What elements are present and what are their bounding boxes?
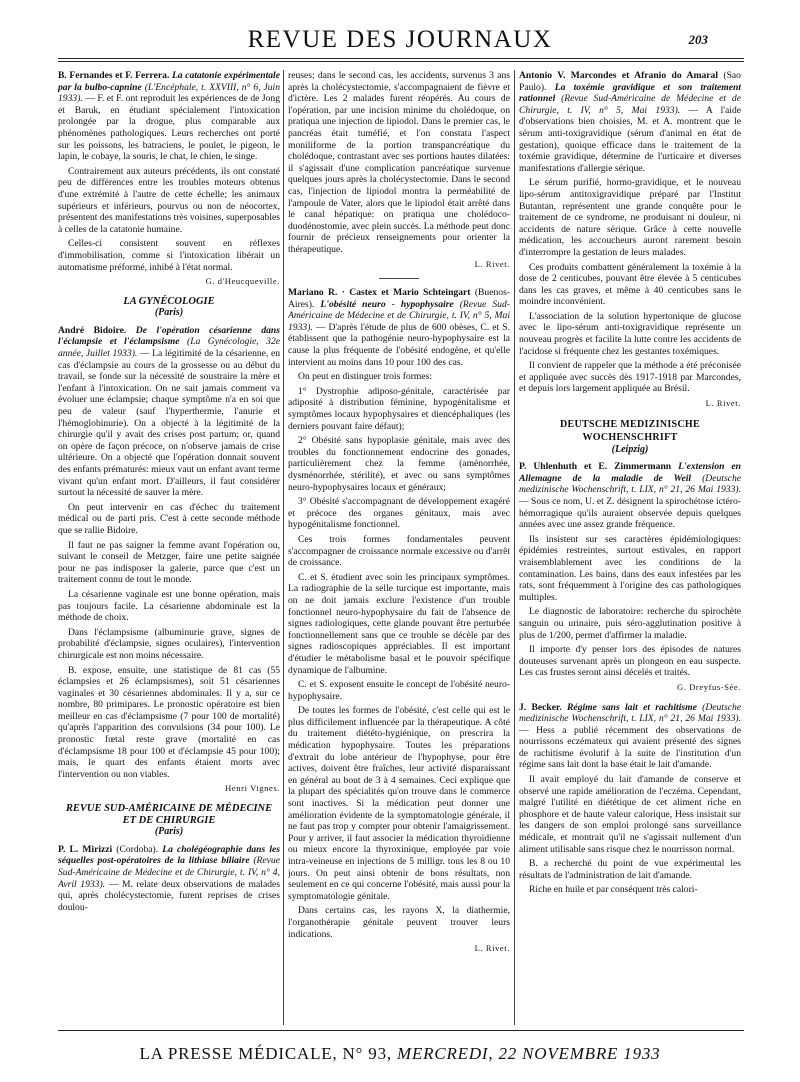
footer-rule — [58, 1030, 744, 1031]
article-paragraph: Dans l'éclampsisme (albuminurie grave, signes de probabilité d'éclampsie, signes oculaires), l'intervention chirurgicale est non moins nécessaire. — [58, 626, 280, 661]
article-author-city: (Sao Paulo). — [519, 70, 741, 93]
article-author: Antonio V. Marcondes et Afranio do Amaral — [519, 70, 718, 81]
article-text: — Sous ce nom, U. et Z. désignent la spirochétose ictéro-hémorragique qu'ils auraient observée depuis quelques années avec une assez grande fréquence. — [519, 496, 741, 531]
article-source: (Revue Sud-Américaine de Médecine et de Chirurgie, t. IV, n° 5, Mai 1933). — [519, 93, 741, 116]
column-left — [58, 70, 280, 1020]
article-author: J. Becker. — [519, 701, 562, 713]
article-paragraph — [58, 325, 280, 499]
article-author: P. Uhlenhuth et E. Zimmermann — [519, 461, 672, 473]
footer-journal: LA PRESSE MÉDICALE, — [139, 1044, 338, 1063]
article-signature: G. Dreyfus-Sée. — [677, 681, 741, 692]
article-paragraph — [519, 702, 741, 772]
article-text: — M. relate deux observations de malades qui, après cholécystectomie, furent reprises de crises doulou- — [58, 878, 280, 913]
article-paragraph: On peut en distinguer trois formes: — [298, 371, 433, 383]
article-paragraph: C. et S. étudient avec soin les principaux symptômes. La radiographie de la selle turcique est importante, mais on ne doit jamais exclure l'existence d'un trouble fonctionnel neuro-hypophysaire du fait de l'absence de signes radiologiques, cette glande pouvant être perturbée fonctionnellement sans que ce trouble se décèle par des signes radioscopiques appréciables. Il est important d'étudier le métabolisme basal et le pouvoir spécifique dynamique de l'albumine. — [288, 571, 510, 676]
header-rule-thin — [58, 61, 744, 62]
article-title: L'obésité neuro - hypophysaire — [320, 298, 454, 310]
article-paragraph: On peut intervenir en cas d'échec du traitement médical ou de parti pris. C'est à cette seconde méthode que se rallie Bidoire. — [58, 501, 280, 536]
article-source: (L'Encéphale, t. XXVIII, n° 6, Juin 1933). — [58, 81, 280, 105]
article-paragraph: Ils insistent sur ses caractères épidémiologiques: épidémies restreintes, surtout estivales, en rapport vraisemblablement avec les conditions de la contamination. Les bains, dans des eaux infestées par les rats, sont fréquemment à l'origine des cas pathologiques multiples. — [519, 533, 741, 603]
article-paragraph: Contrairement aux auteurs précédents, ils ont constaté peu de différences entre les troubles moteurs obtenus d'une extrémité à l'autre de cette échelle; les animaux supérieurs et inférieurs, pourvus ou non de néocortex, présentent des manifestations très voisines, superposables à celles de la catatonie humaine. — [58, 165, 280, 235]
section-heading: REVUE SUD-AMÉRICAINE DE MÉDECINE ET DE CHIRURGIE — [65, 803, 273, 826]
article-source: (Deutsche medizinische Wochenschrift, t. LIX, n° 21, 26 Mai 1933). — [519, 701, 741, 725]
article-text: — D'après l'étude de plus de 600 obèses, C. et S. établissent que la pathogénie neuro-hypophysaire est la cause la plus fréquente de l'obésité endogène, et qu'elle intervient au moins dans 10 pour 100 des cas. — [288, 321, 510, 368]
article-paragraph: 2° Obésité sans hypoplasie génitale, mais avec des troubles du fonctionnement endocrine des gonades, particulièrement chez la femme (aménorrhée, dysménorrhée, stérilité), et avec ou sans symptômes neuro-hypophysaires locaux et généraux; — [288, 435, 510, 493]
article-title: Régime sans lait et rachitisme — [567, 701, 697, 713]
article-paragraph: reuses; dans le second cas, les accidents, survenus 3 ans après la cholécystectomie, s'accompagnaient de fièvre et d'ictère. Les 2 malades furent réopérés. Au cours de l'opération, par une incision minime du cholédoque, on pratiqua une injection de lipiodol. Dans le premier cas, le pancréas était tuméfié, et l'on constata l'aspect moniliforme de la portion transpancréatique du cholédoque, contrastant avec ses portions hautes dilatées: il s'agissait d'une complication pancréatique survenue quelques jours après la cholécystectomie. Dans le second cas, l'injection de lipiodol montra la perméabilité de l'ampoule de Vater, alors que le lipiodol était arrêté dans le canal hépatique: on pratiqua une cholédoco-duodénostomie, avec plein succès. La méthode peut donc fournir de précieux renseignements pour orienter la thérapeutique. — [288, 70, 510, 255]
article-text: — F. et F. ont reproduit les expériences de de Jong et Baruk, en étudiant spécialement l'intoxication prolongée par la drogue, plus comparable aux phénomènes pathologiques. Leurs recherches ont porté sur les poissons, les batraciens, le poulet, le pigeon, le lapin, le cobaye, la souris, le chat, le chien, le singe. — [58, 93, 280, 163]
article-paragraph: L'association de la solution hypertonique de glucose avec le lipo-sérum anti-toxigravidique représente un nouveau progrès et facilite la lutte contre les accidents de l'acidose si fréquente chez les gestantes toxémiques. — [519, 310, 741, 357]
article-signature: Henri Vignes. — [225, 783, 280, 794]
article-paragraph: Riche en huile et par conséquent très calori- — [529, 884, 698, 896]
article-paragraph — [58, 844, 280, 914]
article-paragraph — [58, 70, 280, 163]
article-paragraph — [519, 461, 741, 531]
section-city: (Paris) — [154, 307, 184, 319]
footer-issue-number: N° 93, — [342, 1044, 392, 1063]
article-paragraph: Le diagnostic de laboratoire: recherche du spirochète sanguin ou urinaire, puis séro-agglutination positive à plus de 1/200, permet d'affirmer la maladie. — [519, 606, 741, 641]
article-title: L'extension en Allemagne de la maladie de Weil — [519, 461, 741, 484]
article-paragraph: Dans certains cas, les rayons X, la diathermie, l'organothérapie génitale peuvent trouver leurs indications. — [288, 905, 510, 940]
article-text: — Hess a publié récemment des observations de nourrissons eczémateux qui avaient présenté des signes de rachitisme évolutif à la suite de l'institution d'un régime sans lait dont la base était le lait d'amande. — [519, 724, 741, 771]
article-paragraph: Il importe d'y penser lors des épisodes de natures douteuses survenant après un plongeon en eau suspecte. Les cas frustes seront ainsi décelés et traités. — [519, 644, 741, 679]
article-title: La cholégéographie dans les séquelles post-opératoires de la lithiase biliaire — [58, 843, 280, 867]
article-paragraph: Il convient de rappeler que la méthode a été préconisée et appliquée avec succès dès 1917-1918 par Marcondes, et depuis lors largement appliquée au Brésil. — [519, 360, 741, 395]
article-signature: L. Rivet. — [705, 398, 741, 409]
article-signature: G. d'Heucqueville. — [205, 276, 280, 287]
header-rule — [58, 58, 744, 59]
article-paragraph: 1° Dystrophie adiposo-génitale, caractérisée par adiposité à distribution féminine, hypogénitalisme et symptômes locaux hypophysaires et diencéphaliques (les derniers pouvant faire défaut); — [288, 385, 510, 432]
article-source: (La Gynécologie, 32e année, Juillet 1933). — [58, 336, 280, 360]
article-separator — [379, 278, 419, 279]
article-text: — A l'aide d'observations bien choisies, M. et A. montrent que le sérum anti-toxigravidique (sérum d'animal en état de gestation), quoique efficace dans le traitement de la toxémie gravidique, détermine de l'urticaire et diverses manifestations d'allergie sérique. — [519, 104, 741, 174]
article-source: (Revue Sud-Américaine de Médecine et de Chirurgie, t. IV, n° 4, Avril 1933). — [58, 855, 280, 890]
column-divider — [283, 70, 284, 1025]
article-paragraph: La césarienne vaginale est une bonne opération, mais pas toujours facile. La césarienne abdominale est la méthode de choix. — [58, 588, 280, 624]
section-city: (Paris) — [154, 826, 184, 838]
article-title: De l'opération césarienne dans l'éclampsie et l'éclampsisme — [58, 324, 280, 348]
article-source: (Revue Sud-Américaine de Médecine et de Chirurgie, t. IV, n° 5, Mai 1933). — [288, 298, 510, 333]
footer-date: MERCREDI, 22 NOVEMBRE 1933 — [397, 1044, 661, 1063]
article-source: (Deutsche medizinische Wochenschrift, t. LIX, n° 21, 26 Mai 1933). — [519, 472, 741, 496]
column-right — [519, 70, 741, 1020]
article-author: B. Fernandes et F. Ferrera. — [58, 70, 170, 81]
article-paragraph: Le sérum purifié, hormo-gravidique, et le nouveau lipo-sérum antitoxigravidique préparé par l'Institut Butantan, représentent une grande conquête pour le traitement de ce syndrome, ne produisant ni douleur, ni accidents de nature sérique. Grâce à cette nouvelle médication, les accoucheurs auront rarement besoin d'interrompre la gestation de leurs malades. — [519, 177, 741, 258]
article-title: La catatonie expérimentale par la bulbo-capnine — [58, 70, 280, 93]
article-paragraph: 3° Obésité s'accompagnant de développement exagéré et précoce des organes génitaux, mais avec hypogénitalisme fonctionnel. — [288, 496, 510, 531]
article-paragraph: B. a recherché du point de vue expérimental les résultats de l'administration de lait d'amande. — [519, 858, 741, 881]
article-author: P. L. Mirizzi — [58, 843, 113, 855]
article-paragraph: B. expose, ensuite, une statistique de 81 cas (55 éclampsies et 26 éclampsismes), soit 51 césariennes vaginales et 30 césariennes abdominales. Il y a, sur ce nombre, 80 primipares. Le pronostic opératoire est bien meilleur en cas d'éclampsisme (7 pour 100 de mortalité) qu'après l'apparition des convulsions (34 pour 100). Le pronostic fœtal reste grave (mortalité en cas d'éclampsisme 18 pour 100 et d'éclampsie 45 pour 100); mais, le quart des enfants étaient morts avec l'intervention ou non viables. — [58, 664, 280, 780]
section-heading: LA GYNÉCOLOGIE — [123, 295, 215, 307]
article-author-city: (Cordoba). — [116, 843, 159, 855]
section-heading: DEUTSCHE MEDIZINISCHE WOCHENSCHRIFT — [560, 418, 700, 443]
running-header-title: REVUE DES JOURNAUX — [247, 26, 553, 53]
article-paragraph: Celles-ci consistent souvent en réflexes d'immobilisation, comme si l'intoxication libérait un automatisme préformé, inhibé à l'état normal. — [58, 238, 280, 273]
article-paragraph: De toutes les formes de l'obésité, c'est celle qui est le plus difficilement influencée par la thérapeutique. A côté du traitement diététo-hygiénique, on prescrira la médication hypophysaire. Toutes les préparations d'extrait du lobe antérieur de l'hypophyse, pour être actives, doivent être fraîches, leur activité disparaissant en général au bout de 3 à 4 semaines. Ceci explique que la plupart des spécialités qu'on trouve dans le commerce sont inactives. Si la médication peut donner une amélioration évidente de la symptomatologie générale, il ne faut pas trop y compter pour obtenir l'amaigrissement. Pour y arriver, il faut associer la médication thyroïdienne ou mieux encore la thyroxinique, employée par voie intra-veineuse en injections de 5 milligr. tous les 8 ou 10 jours. On peut ainsi obtenir de bons résultats, non seulement en ce qui concerne l'obésité, mais aussi pour la symptomatologie génitale. — [288, 705, 510, 902]
article-paragraph: Il avait employé du lait d'amande de conserve et observé une rapide amélioration de l'eczéma. Cependant, malgré l'utilité en diététique de cet aliment riche en phosphore et de haute valeur calorique, Hess insistait sur les dangers de son emploi prolongé sans surveillance médicale, et montrait qu'il ne s'agissait nullement d'un aliment utilisable sans risque chez le nourrisson normal. — [519, 774, 741, 855]
article-author: André Bidoire. — [58, 324, 127, 336]
article-paragraph: C. et S. exposent ensuite le concept de l'obésité neuro-hypophysaire. — [288, 679, 510, 702]
column-middle — [288, 70, 510, 1020]
article-paragraph — [288, 287, 510, 368]
article-paragraph — [519, 70, 741, 174]
article-author-city: (Buenos-Aires). — [288, 287, 510, 310]
article-paragraph: Ces produits combattent généralement la toxémie à la dose de 2 centicubes, pouvant être élevée à 5 centicubes dans les cas graves, et même à 40 centicubes sans le moindre inconvénient. — [519, 261, 741, 308]
article-text: — La légitimité de la césarienne, en cas d'éclampsie au cours de la grossesse ou au début du travail, se fonde sur la nécessité de soustraire la mère et l'enfant à l'intoxication. On ne sait jamais comment va évoluer une éclampsie; chaque symptôme n'a en soi que peu de valeur (sauf l'hyperthermie, l'anurie et l'hémoglobinurie). On a objecté à la légitimité de la chirurgie qu'il y avait des crises post partum; or, quand on opère de façon précoce, on n'observe jamais de crise ultérieure. On a objecté que l'opération donnait souvent des enfants prématurés: mieux vaut un enfant avant terme vivant qu'un enfant mort. D'ailleurs, il faut considérer surtout la nécessité de sauver la mère. — [58, 348, 280, 499]
page-number: 203 — [688, 32, 708, 47]
article-title: La toxémie gravidique et son traitement rationnel — [519, 81, 741, 105]
column-divider — [514, 70, 515, 1025]
running-footer — [0, 1044, 800, 1064]
article-paragraph: Ces trois formes fondamentales peuvent s'accompagner de croissance normale excessive ou d'arrêt de croissance. — [288, 533, 510, 569]
article-signature: L. Rivet. — [474, 258, 510, 269]
article-author: Mariano R. · Castex et Mario Schteingart — [288, 287, 471, 299]
article-paragraph: Il faut ne pas saigner la femme avant l'opération ou, suivant le conseil de Metzger, faire une petite saignée pour ne pas indisposer la galerie, parce que c'est un traitement connu de tout le monde. — [58, 539, 280, 586]
article-signature: L. Rivet. — [474, 943, 510, 954]
section-city: (Leipzig) — [611, 443, 649, 455]
